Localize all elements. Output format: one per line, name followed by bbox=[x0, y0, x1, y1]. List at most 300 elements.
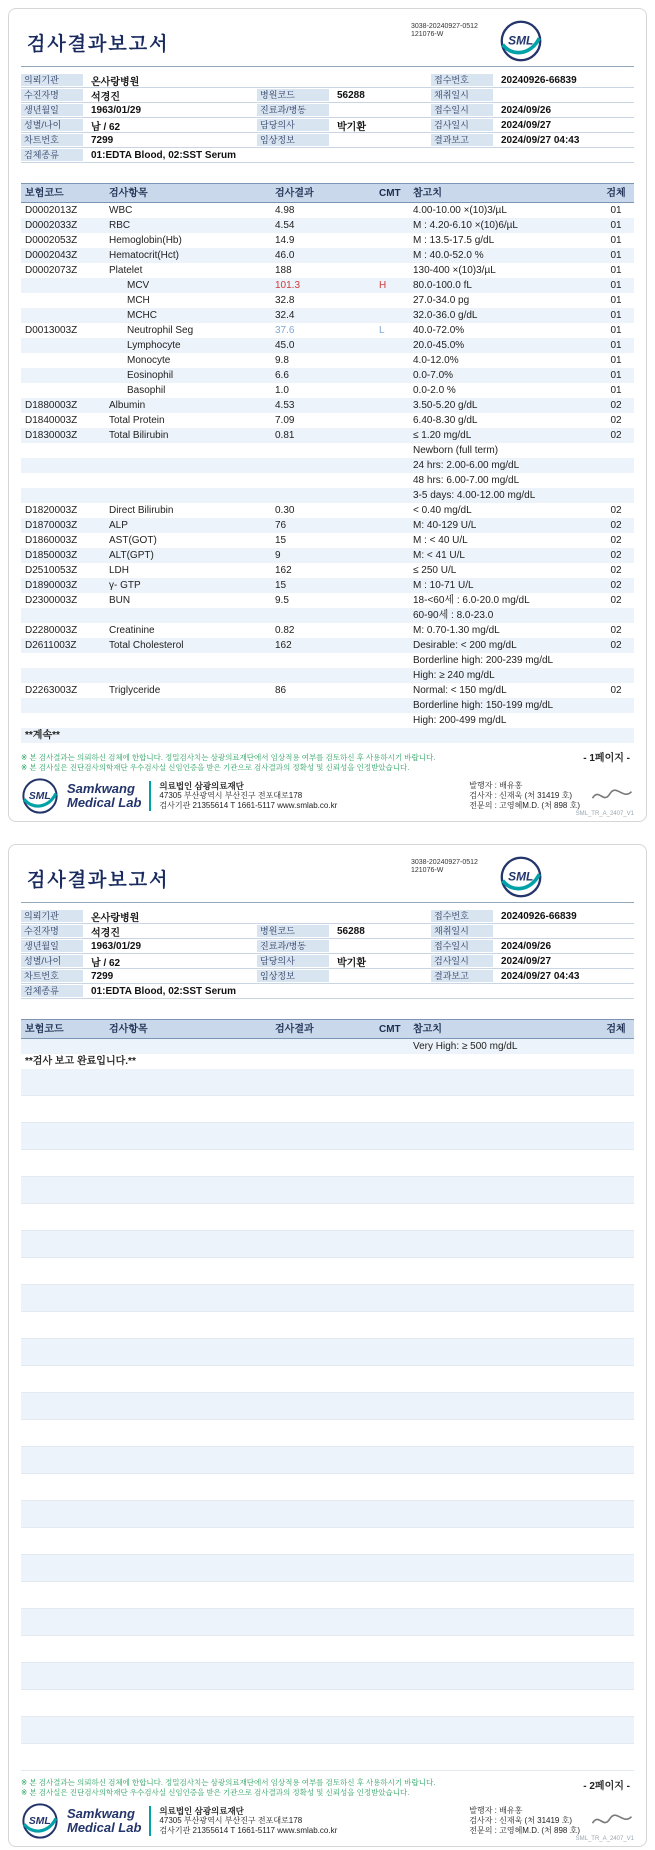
empty-row bbox=[21, 1609, 634, 1636]
reference-cell: Newborn (full term) bbox=[413, 445, 499, 456]
specimen-cell: 01 bbox=[610, 205, 622, 216]
page-content bbox=[9, 845, 646, 1846]
patient-label: 검체종류 bbox=[21, 985, 83, 997]
patient-label: 생년월일 bbox=[21, 104, 83, 116]
item-cell bbox=[105, 473, 271, 488]
code-cell bbox=[21, 473, 105, 488]
patient-label: 접수일시 bbox=[431, 104, 493, 116]
result-row bbox=[21, 383, 634, 398]
reference-cell: 4.0-12.0% bbox=[413, 355, 459, 366]
cmt-cell bbox=[375, 713, 413, 728]
result-cell: 9.8 bbox=[275, 355, 289, 366]
result-row bbox=[21, 248, 634, 263]
patient-value: 석경진 bbox=[91, 927, 120, 939]
result-row bbox=[21, 278, 634, 293]
empty-row bbox=[21, 1663, 634, 1690]
cmt-cell bbox=[375, 218, 413, 233]
item-cell: MCHC bbox=[127, 310, 157, 321]
patient-label: 수진자명 bbox=[21, 925, 83, 937]
patient-value: 온사랑병원 bbox=[91, 912, 140, 924]
specimen-cell: 01 bbox=[610, 385, 622, 396]
reference-cell: 0.0-2.0 % bbox=[413, 385, 456, 396]
cmt-cell bbox=[375, 203, 413, 218]
item-cell: Eosinophil bbox=[127, 370, 174, 381]
patient-label: 접수번호 bbox=[431, 910, 493, 922]
specimen-cell: 01 bbox=[610, 355, 622, 366]
empty-row bbox=[21, 1744, 634, 1771]
result-cell bbox=[271, 458, 375, 473]
report-header bbox=[21, 17, 634, 67]
patient-label: 검사일시 bbox=[431, 955, 493, 967]
result-row bbox=[21, 368, 634, 383]
item-cell bbox=[105, 1039, 271, 1054]
code-cell: D1850003Z bbox=[25, 550, 78, 561]
org-name: 의료법인 삼광의료재단 bbox=[159, 781, 244, 791]
patient-label: 의뢰기관 bbox=[21, 74, 83, 86]
patient-value: 01:EDTA Blood, 02:SST Serum bbox=[91, 985, 237, 997]
empty-row bbox=[21, 1285, 634, 1312]
divider bbox=[149, 1806, 151, 1836]
code-cell: D2510053Z bbox=[25, 565, 78, 576]
empty-row bbox=[21, 1177, 634, 1204]
cmt-cell bbox=[375, 398, 413, 413]
sml-logo-icon bbox=[21, 1802, 59, 1840]
svg-text:SML: SML bbox=[508, 33, 534, 48]
reference-cell: 20.0-45.0% bbox=[413, 340, 465, 351]
page-number: - 2페이지 - bbox=[583, 1781, 630, 1792]
item-cell: Monocyte bbox=[127, 355, 171, 366]
result-cell: 4.54 bbox=[275, 220, 295, 231]
sign-block bbox=[469, 1806, 582, 1836]
reference-cell: Normal: < 150 mg/dL bbox=[413, 685, 507, 696]
divider bbox=[149, 781, 151, 811]
patient-info-table bbox=[21, 73, 634, 163]
code-cell bbox=[21, 368, 105, 383]
patient-row bbox=[21, 954, 634, 969]
document-id-line1: 3038-20240927-0512 bbox=[411, 859, 478, 866]
item-cell: RBC bbox=[109, 220, 131, 231]
result-row bbox=[21, 203, 634, 218]
item-cell: AST(GOT) bbox=[109, 535, 157, 546]
form-version-tag: SML_TR_A_2407_V1 bbox=[575, 811, 634, 817]
org-name: 의료법인 삼광의료재단 bbox=[159, 1806, 244, 1816]
empty-row bbox=[21, 1636, 634, 1663]
patient-row bbox=[21, 73, 634, 88]
item-cell: γ- GTP bbox=[109, 580, 141, 591]
result-row bbox=[21, 473, 634, 488]
empty-row bbox=[21, 1528, 634, 1555]
result-row bbox=[21, 338, 634, 353]
notice-line1: ※ 본 검사결과는 의뢰하신 검체에 한합니다. 정밀검사치는 삼광의료재단에서 임상적용 여부를 검토하신 후 사용하시기 바랍니다. bbox=[21, 753, 436, 762]
brand-line1: Samkwang bbox=[67, 1806, 135, 1821]
code-cell: D0002073Z bbox=[25, 265, 78, 276]
specimen-cell: 02 bbox=[610, 595, 622, 606]
item-cell: Lymphocyte bbox=[127, 340, 181, 351]
result-row bbox=[21, 533, 634, 548]
report-page bbox=[8, 8, 647, 822]
specimen-cell: 01 bbox=[610, 325, 622, 336]
empty-row bbox=[21, 1339, 634, 1366]
results-table-header bbox=[21, 1019, 634, 1039]
specimen-cell bbox=[601, 608, 631, 623]
result-row bbox=[21, 293, 634, 308]
tester-line: 검사자 : 신재욱 (처 31419 호) bbox=[469, 791, 572, 800]
patient-label: 검사일시 bbox=[431, 119, 493, 131]
col-insurance-code: 보험코드 bbox=[25, 1024, 64, 1035]
document-id bbox=[411, 23, 478, 39]
patient-row bbox=[21, 118, 634, 133]
patient-value: 2024/09/26 bbox=[501, 104, 552, 116]
empty-row bbox=[21, 1690, 634, 1717]
patient-label: 진료과/병동 bbox=[257, 104, 329, 116]
result-row bbox=[21, 443, 634, 458]
result-row bbox=[21, 353, 634, 368]
empty-row bbox=[21, 1123, 634, 1150]
patient-value: 56288 bbox=[337, 925, 365, 937]
cmt-cell bbox=[375, 428, 413, 443]
document-id bbox=[411, 859, 478, 875]
specimen-cell bbox=[601, 488, 631, 503]
patient-label: 의뢰기관 bbox=[21, 910, 83, 922]
document-id-line2: 121076-W bbox=[411, 867, 444, 874]
patient-row bbox=[21, 969, 634, 984]
col-test-item: 검사항목 bbox=[109, 188, 148, 199]
specimen-cell bbox=[601, 458, 631, 473]
result-cell: 4.98 bbox=[275, 205, 295, 216]
patient-label: 접수일시 bbox=[431, 940, 493, 952]
patient-label: 진료과/병동 bbox=[257, 940, 329, 952]
code-cell: D2280003Z bbox=[25, 625, 78, 636]
specimen-cell bbox=[601, 473, 631, 488]
cmt-cell bbox=[375, 293, 413, 308]
code-cell bbox=[21, 653, 105, 668]
code-cell bbox=[21, 308, 105, 323]
result-cell: 15 bbox=[275, 580, 287, 591]
result-row bbox=[21, 263, 634, 278]
patient-label: 차트번호 bbox=[21, 970, 83, 982]
specimen-cell bbox=[601, 1039, 631, 1054]
item-cell bbox=[105, 668, 271, 683]
result-row bbox=[21, 308, 634, 323]
result-cell bbox=[271, 488, 375, 503]
reference-cell: 3.50-5.20 g/dL bbox=[413, 400, 478, 411]
patient-value: 20240926-66839 bbox=[501, 74, 577, 86]
lab-brand-wordmark bbox=[67, 1807, 141, 1835]
specimen-cell: 01 bbox=[610, 280, 622, 291]
result-cell bbox=[271, 698, 375, 713]
patient-row bbox=[21, 984, 634, 999]
item-cell: Albumin bbox=[109, 400, 146, 411]
reference-cell: 80.0-100.0 fL bbox=[413, 280, 472, 291]
result-row bbox=[21, 638, 634, 653]
org-address: 47305 부산광역시 부산진구 전포대로178 bbox=[159, 791, 303, 800]
patient-row bbox=[21, 939, 634, 954]
specimen-cell: 01 bbox=[610, 220, 622, 231]
item-cell: Total Protein bbox=[109, 415, 165, 426]
result-row bbox=[21, 593, 634, 608]
report-header bbox=[21, 853, 634, 903]
results-table bbox=[21, 183, 634, 743]
code-cell: D1840003Z bbox=[25, 415, 78, 426]
code-cell bbox=[21, 698, 105, 713]
reference-cell: M: 40-129 U/L bbox=[413, 520, 477, 531]
cmt-cell bbox=[375, 488, 413, 503]
code-cell: D2611003Z bbox=[25, 640, 77, 651]
result-row bbox=[21, 398, 634, 413]
page-title: 검사결과보고서 bbox=[27, 870, 170, 891]
item-cell: Total Cholesterol bbox=[109, 640, 184, 651]
code-cell bbox=[21, 608, 105, 623]
patient-label: 채취일시 bbox=[431, 89, 493, 101]
reference-cell: M : 13.5-17.5 g/dL bbox=[413, 235, 495, 246]
patient-value: 온사랑병원 bbox=[91, 76, 140, 88]
empty-row bbox=[21, 1069, 634, 1096]
item-cell: MCH bbox=[127, 295, 150, 306]
specimen-cell: 02 bbox=[610, 505, 622, 516]
patient-row bbox=[21, 924, 634, 939]
patient-label: 결과보고 bbox=[431, 134, 493, 146]
lab-org-info bbox=[159, 1806, 337, 1836]
reference-cell: M : 10-71 U/L bbox=[413, 580, 474, 591]
signature-stamp bbox=[590, 783, 634, 809]
specimen-cell: 02 bbox=[610, 685, 622, 696]
result-row bbox=[21, 428, 634, 443]
patient-label: 생년월일 bbox=[21, 940, 83, 952]
patient-row bbox=[21, 103, 634, 118]
item-cell bbox=[105, 713, 271, 728]
page-bottom bbox=[21, 753, 634, 815]
item-cell: ALP bbox=[109, 520, 128, 531]
tester-line: 검사자 : 신재욱 (처 31419 호) bbox=[469, 1816, 572, 1825]
issuer-line: 발행자 : 배유홍 bbox=[469, 1806, 523, 1815]
item-cell: Basophil bbox=[127, 385, 166, 396]
reference-cell: 27.0-34.0 pg bbox=[413, 295, 470, 306]
cmt-cell bbox=[375, 248, 413, 263]
specimen-cell: 01 bbox=[610, 340, 622, 351]
cmt-cell bbox=[375, 383, 413, 398]
patient-label bbox=[257, 910, 329, 922]
code-cell: D0002033Z bbox=[25, 220, 78, 231]
lab-org-info bbox=[159, 781, 337, 811]
cmt-cell bbox=[375, 653, 413, 668]
reference-cell: 6.40-8.30 g/dL bbox=[413, 415, 478, 426]
patient-label bbox=[257, 74, 329, 86]
brand-line2: Medical Lab bbox=[67, 1820, 142, 1835]
reference-cell: M: < 41 U/L bbox=[413, 550, 465, 561]
result-cell: 9.5 bbox=[275, 595, 289, 606]
results-table-header bbox=[21, 183, 634, 203]
cmt-cell bbox=[375, 623, 413, 638]
cmt-cell bbox=[375, 593, 413, 608]
result-cell: 1.0 bbox=[275, 385, 289, 396]
sml-logo-icon bbox=[21, 777, 59, 815]
specimen-cell: 02 bbox=[610, 430, 622, 441]
specimen-cell: 02 bbox=[610, 535, 622, 546]
lab-brand-wordmark bbox=[67, 782, 141, 810]
col-result: 검사결과 bbox=[275, 1024, 314, 1035]
empty-row bbox=[21, 1231, 634, 1258]
cmt-cell: L bbox=[379, 325, 385, 336]
specialist-line: 전문의 : 고영혜M.D. (처 898 호) bbox=[469, 1826, 580, 1835]
patient-value: 박기환 bbox=[337, 121, 366, 133]
patient-value: 1963/01/29 bbox=[91, 940, 142, 952]
result-cell: 14.9 bbox=[275, 235, 295, 246]
result-cell: 86 bbox=[275, 685, 287, 696]
reference-cell: 18-<60세 : 6.0-20.0 mg/dL bbox=[413, 595, 530, 606]
specialist-line: 전문의 : 고영혜M.D. (처 898 호) bbox=[469, 801, 580, 810]
lab-footer bbox=[21, 777, 634, 815]
result-cell: 45.0 bbox=[275, 340, 295, 351]
patient-label: 병원코드 bbox=[257, 89, 329, 101]
specimen-cell: 01 bbox=[610, 265, 622, 276]
result-cell: 7.09 bbox=[275, 415, 295, 426]
specimen-cell: 01 bbox=[610, 235, 622, 246]
cmt-cell bbox=[375, 638, 413, 653]
patient-value: 56288 bbox=[337, 89, 365, 101]
table-note: **검사 보고 완료입니다.** bbox=[25, 1056, 136, 1067]
item-cell: WBC bbox=[109, 205, 133, 216]
result-cell: 32.8 bbox=[275, 295, 295, 306]
page-bottom bbox=[21, 1778, 634, 1840]
cmt-cell bbox=[375, 443, 413, 458]
empty-row bbox=[21, 1582, 634, 1609]
result-cell: 32.4 bbox=[275, 310, 295, 321]
col-specimen: 검체 bbox=[606, 188, 626, 199]
reference-cell: 40.0-72.0% bbox=[413, 325, 465, 336]
org-contact: 검사기관 21355614 T 1661-5117 www.smlab.co.kr bbox=[159, 1826, 338, 1835]
code-cell: D0013003Z bbox=[25, 325, 78, 336]
col-cmt: CMT bbox=[379, 1024, 401, 1035]
code-cell: D1890003Z bbox=[25, 580, 78, 591]
empty-row bbox=[21, 1096, 634, 1123]
code-cell bbox=[21, 713, 105, 728]
patient-label: 접수번호 bbox=[431, 74, 493, 86]
notice-line2: ※ 본 검사실은 진단검사의학재단 우수검사실 신임인증을 받은 기관으로 검사결과의 정확성 및 신뢰성을 인정받았습니다. bbox=[21, 762, 410, 772]
result-row bbox=[21, 458, 634, 473]
patient-label: 차트번호 bbox=[21, 134, 83, 146]
code-cell: D1860003Z bbox=[25, 535, 78, 546]
patient-value: 남 / 62 bbox=[91, 121, 121, 133]
patient-label: 담당의사 bbox=[257, 955, 329, 967]
table-note-row bbox=[21, 1054, 634, 1069]
notice-text bbox=[21, 1778, 634, 1797]
specimen-cell: 02 bbox=[610, 520, 622, 531]
cmt-cell bbox=[375, 458, 413, 473]
item-cell bbox=[105, 653, 271, 668]
result-cell bbox=[271, 668, 375, 683]
reference-cell: Borderline high: 200-239 mg/dL bbox=[413, 655, 554, 666]
code-cell: D2300003Z bbox=[25, 595, 78, 606]
patient-row bbox=[21, 148, 634, 163]
table-note-row bbox=[21, 728, 634, 743]
reference-cell: ≤ 1.20 mg/dL bbox=[413, 430, 472, 441]
cmt-cell bbox=[375, 353, 413, 368]
result-row bbox=[21, 323, 634, 338]
patient-label: 임상정보 bbox=[257, 134, 329, 146]
patient-value: 20240926-66839 bbox=[501, 910, 577, 922]
result-cell: 4.53 bbox=[275, 400, 295, 411]
empty-row bbox=[21, 1366, 634, 1393]
code-cell: D0002043Z bbox=[25, 250, 78, 261]
empty-row bbox=[21, 1420, 634, 1447]
col-reference: 참고치 bbox=[413, 188, 442, 199]
cmt-cell bbox=[375, 668, 413, 683]
patient-label: 임상정보 bbox=[257, 970, 329, 982]
reference-cell: Desirable: < 200 mg/dL bbox=[413, 640, 517, 651]
cmt-cell bbox=[375, 608, 413, 623]
reference-cell: M : 40.0-52.0 % bbox=[413, 250, 484, 261]
brand-line2: Medical Lab bbox=[67, 795, 142, 810]
result-cell: 46.0 bbox=[275, 250, 295, 261]
reference-cell: Very High: ≥ 500 mg/dL bbox=[413, 1041, 518, 1052]
result-cell: 6.6 bbox=[275, 370, 289, 381]
cmt-cell bbox=[375, 683, 413, 698]
notice-line2: ※ 본 검사실은 진단검사의학재단 우수검사실 신임인증을 받은 기관으로 검사결과의 정확성 및 신뢰성을 인정받았습니다. bbox=[21, 1787, 410, 1797]
notice-text bbox=[21, 753, 634, 772]
patient-value: 남 / 62 bbox=[91, 957, 121, 969]
cmt-cell bbox=[375, 518, 413, 533]
reference-cell: High: ≥ 240 mg/dL bbox=[413, 670, 495, 681]
result-row bbox=[21, 518, 634, 533]
code-cell bbox=[21, 443, 105, 458]
cmt-cell bbox=[375, 263, 413, 278]
cmt-cell bbox=[375, 368, 413, 383]
item-cell: Platelet bbox=[109, 265, 143, 276]
item-cell bbox=[105, 488, 271, 503]
specimen-cell: 02 bbox=[610, 640, 622, 651]
col-test-item: 검사항목 bbox=[109, 1024, 148, 1035]
item-cell: MCV bbox=[127, 280, 150, 291]
item-cell: Neutrophil Seg bbox=[127, 325, 194, 336]
form-version-tag: SML_TR_A_2407_V1 bbox=[575, 1836, 634, 1842]
notice-line1: ※ 본 검사결과는 의뢰하신 검체에 한합니다. 정밀검사치는 삼광의료재단에서 임상적용 여부를 검토하신 후 사용하시기 바랍니다. bbox=[21, 1778, 436, 1787]
code-cell: D1820003Z bbox=[25, 505, 78, 516]
empty-row bbox=[21, 1717, 634, 1744]
sml-logo-icon bbox=[499, 19, 543, 63]
patient-row bbox=[21, 133, 634, 148]
col-insurance-code: 보험코드 bbox=[25, 188, 64, 199]
code-cell bbox=[21, 488, 105, 503]
patient-label: 담당의사 bbox=[257, 119, 329, 131]
lab-footer bbox=[21, 1802, 634, 1840]
code-cell: D2263003Z bbox=[25, 685, 78, 696]
patient-label: 성별/나이 bbox=[21, 119, 83, 131]
result-cell: 101.3 bbox=[275, 280, 301, 291]
item-cell bbox=[105, 698, 271, 713]
result-cell: 0.82 bbox=[275, 625, 295, 636]
specimen-cell bbox=[601, 443, 631, 458]
result-row bbox=[21, 488, 634, 503]
empty-row bbox=[21, 1204, 634, 1231]
patient-value: 2024/09/27 04:43 bbox=[501, 134, 580, 146]
document-id-line2: 121076-W bbox=[411, 31, 444, 38]
result-cell: 188 bbox=[275, 265, 292, 276]
empty-row bbox=[21, 1447, 634, 1474]
patient-row bbox=[21, 909, 634, 924]
empty-row bbox=[21, 1474, 634, 1501]
item-cell: Hemoglobin(Hb) bbox=[109, 235, 182, 246]
cmt-cell bbox=[375, 563, 413, 578]
page-number: - 1페이지 - bbox=[583, 753, 630, 764]
reference-cell: Borderline high: 150-199 mg/dL bbox=[413, 700, 554, 711]
reference-cell: 48 hrs: 6.00-7.00 mg/dL bbox=[413, 475, 520, 486]
issuer-line: 발행자 : 배유홍 bbox=[469, 781, 523, 790]
page-title: 검사결과보고서 bbox=[27, 34, 170, 55]
result-row bbox=[21, 218, 634, 233]
cmt-cell bbox=[375, 578, 413, 593]
specimen-cell: 02 bbox=[610, 415, 622, 426]
patient-value: 2024/09/27 bbox=[501, 955, 552, 967]
